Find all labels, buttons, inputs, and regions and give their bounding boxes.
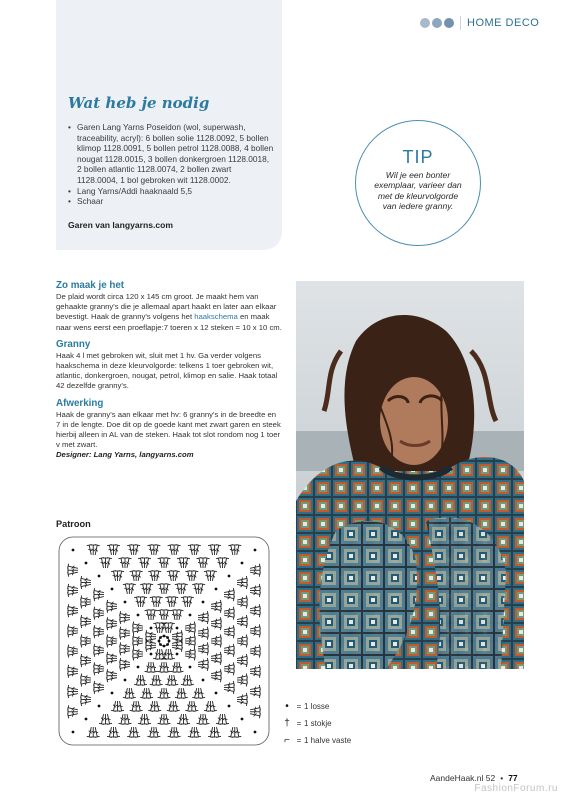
treble-stitch-icon: † bbox=[284, 718, 290, 729]
finish-text: Haak de granny's aan elkaar met hv: 6 granny's in de breedte en 7 in de lengte. Doe dit op de goede kant met zwart garen en steek hierbij alleen in AL van de steken. Haak tot slot rondom nog 1 toer v met zwart. Designer: Lang Yarns, langyarns.com bbox=[56, 409, 281, 460]
pattern-link[interactable]: haakschema bbox=[194, 312, 238, 322]
legend-label: 1 stokje bbox=[304, 719, 332, 728]
page-number: 77 bbox=[508, 773, 518, 783]
granny-title: Granny bbox=[56, 338, 91, 350]
finish-title: Afwerking bbox=[56, 397, 104, 409]
how-title: Zo maak je het bbox=[56, 280, 125, 291]
materials-panel bbox=[56, 0, 282, 250]
legend-row-slip: ⌐ = 1 halve vaste bbox=[280, 732, 351, 749]
page-footer bbox=[430, 773, 518, 783]
tip-circle bbox=[355, 120, 481, 246]
materials-source: Garen van langyarns.com bbox=[68, 220, 174, 230]
footer-site: AandeHaak.nl 52 bbox=[430, 773, 496, 783]
ball-dots-icon bbox=[420, 18, 454, 28]
section-tag bbox=[420, 14, 539, 32]
tip-text: Wil je een bonter exemplaar, varieer dan met de kleurvolgorde van iedere granny. bbox=[374, 169, 462, 211]
footer-bullet: • bbox=[500, 773, 504, 783]
chain-stitch-icon: • bbox=[285, 701, 289, 712]
legend-label: 1 losse bbox=[304, 702, 330, 711]
legend-row-treble: † = 1 stokje bbox=[280, 715, 351, 732]
designer-credit: Designer: Lang Yarns, langyarns.com bbox=[56, 450, 194, 460]
pattern-title: Patroon bbox=[56, 519, 91, 529]
how-text: De plaid wordt circa 120 x 145 cm groot. Je maakt hem van gehaakte granny's die je allemaal apart haakt en later aan elkaar bevestigt. Haak de granny's volgens het haakschema en maak naar wens eerst een proeflapje:7 toeren x 12 steken = 10 x 10 cm. bbox=[56, 292, 282, 332]
materials-list bbox=[68, 122, 274, 207]
materials-item: • Lang Yarns/Addi haaknaald 5,5 bbox=[68, 186, 274, 197]
crochet-chart-diagram bbox=[56, 534, 272, 748]
crochet-chart bbox=[56, 534, 272, 748]
watermark: FashionForum.ru bbox=[474, 783, 558, 794]
model-photo bbox=[296, 281, 524, 669]
materials-title: Wat heb je nodig bbox=[68, 94, 210, 112]
materials-item: • Garen Lang Yarns Poseidon (wol, superwash, traceability, acryl): 6 bollen solie 1128.0092, 5 bollen klimop 1128.0091, 5 bollen petrol 1128.0088, 4 bollen nougat 1128.0015, 3 bollen donkergroen 1128.0018, 2 bollen atlantic 1128.0074, 2 bollen zwart 1128.0004, 1 bol gebroken wit 1128.0002. bbox=[68, 122, 274, 186]
legend-row-chain: • = 1 losse bbox=[280, 698, 351, 715]
blanket-photo-illustration bbox=[296, 281, 524, 669]
materials-item: • Schaar bbox=[68, 196, 274, 207]
instructions bbox=[56, 280, 282, 467]
legend-label: 1 halve vaste bbox=[304, 736, 352, 745]
section-label: HOME DECO bbox=[460, 16, 539, 30]
granny-text: Haak 4 l met gebroken wit, sluit met 1 hv. Ga verder volgens haakschema in deze kleurvolgorde: telkens 1 toer gebroken wit, atlantic, donkergroen, nougat, petrol, klimop en salie. Haak totaal 42 dezelfde granny's. bbox=[56, 350, 278, 391]
tip-title: TIP bbox=[402, 146, 434, 167]
legend bbox=[280, 698, 351, 749]
slip-stitch-icon: ⌐ bbox=[284, 735, 290, 746]
